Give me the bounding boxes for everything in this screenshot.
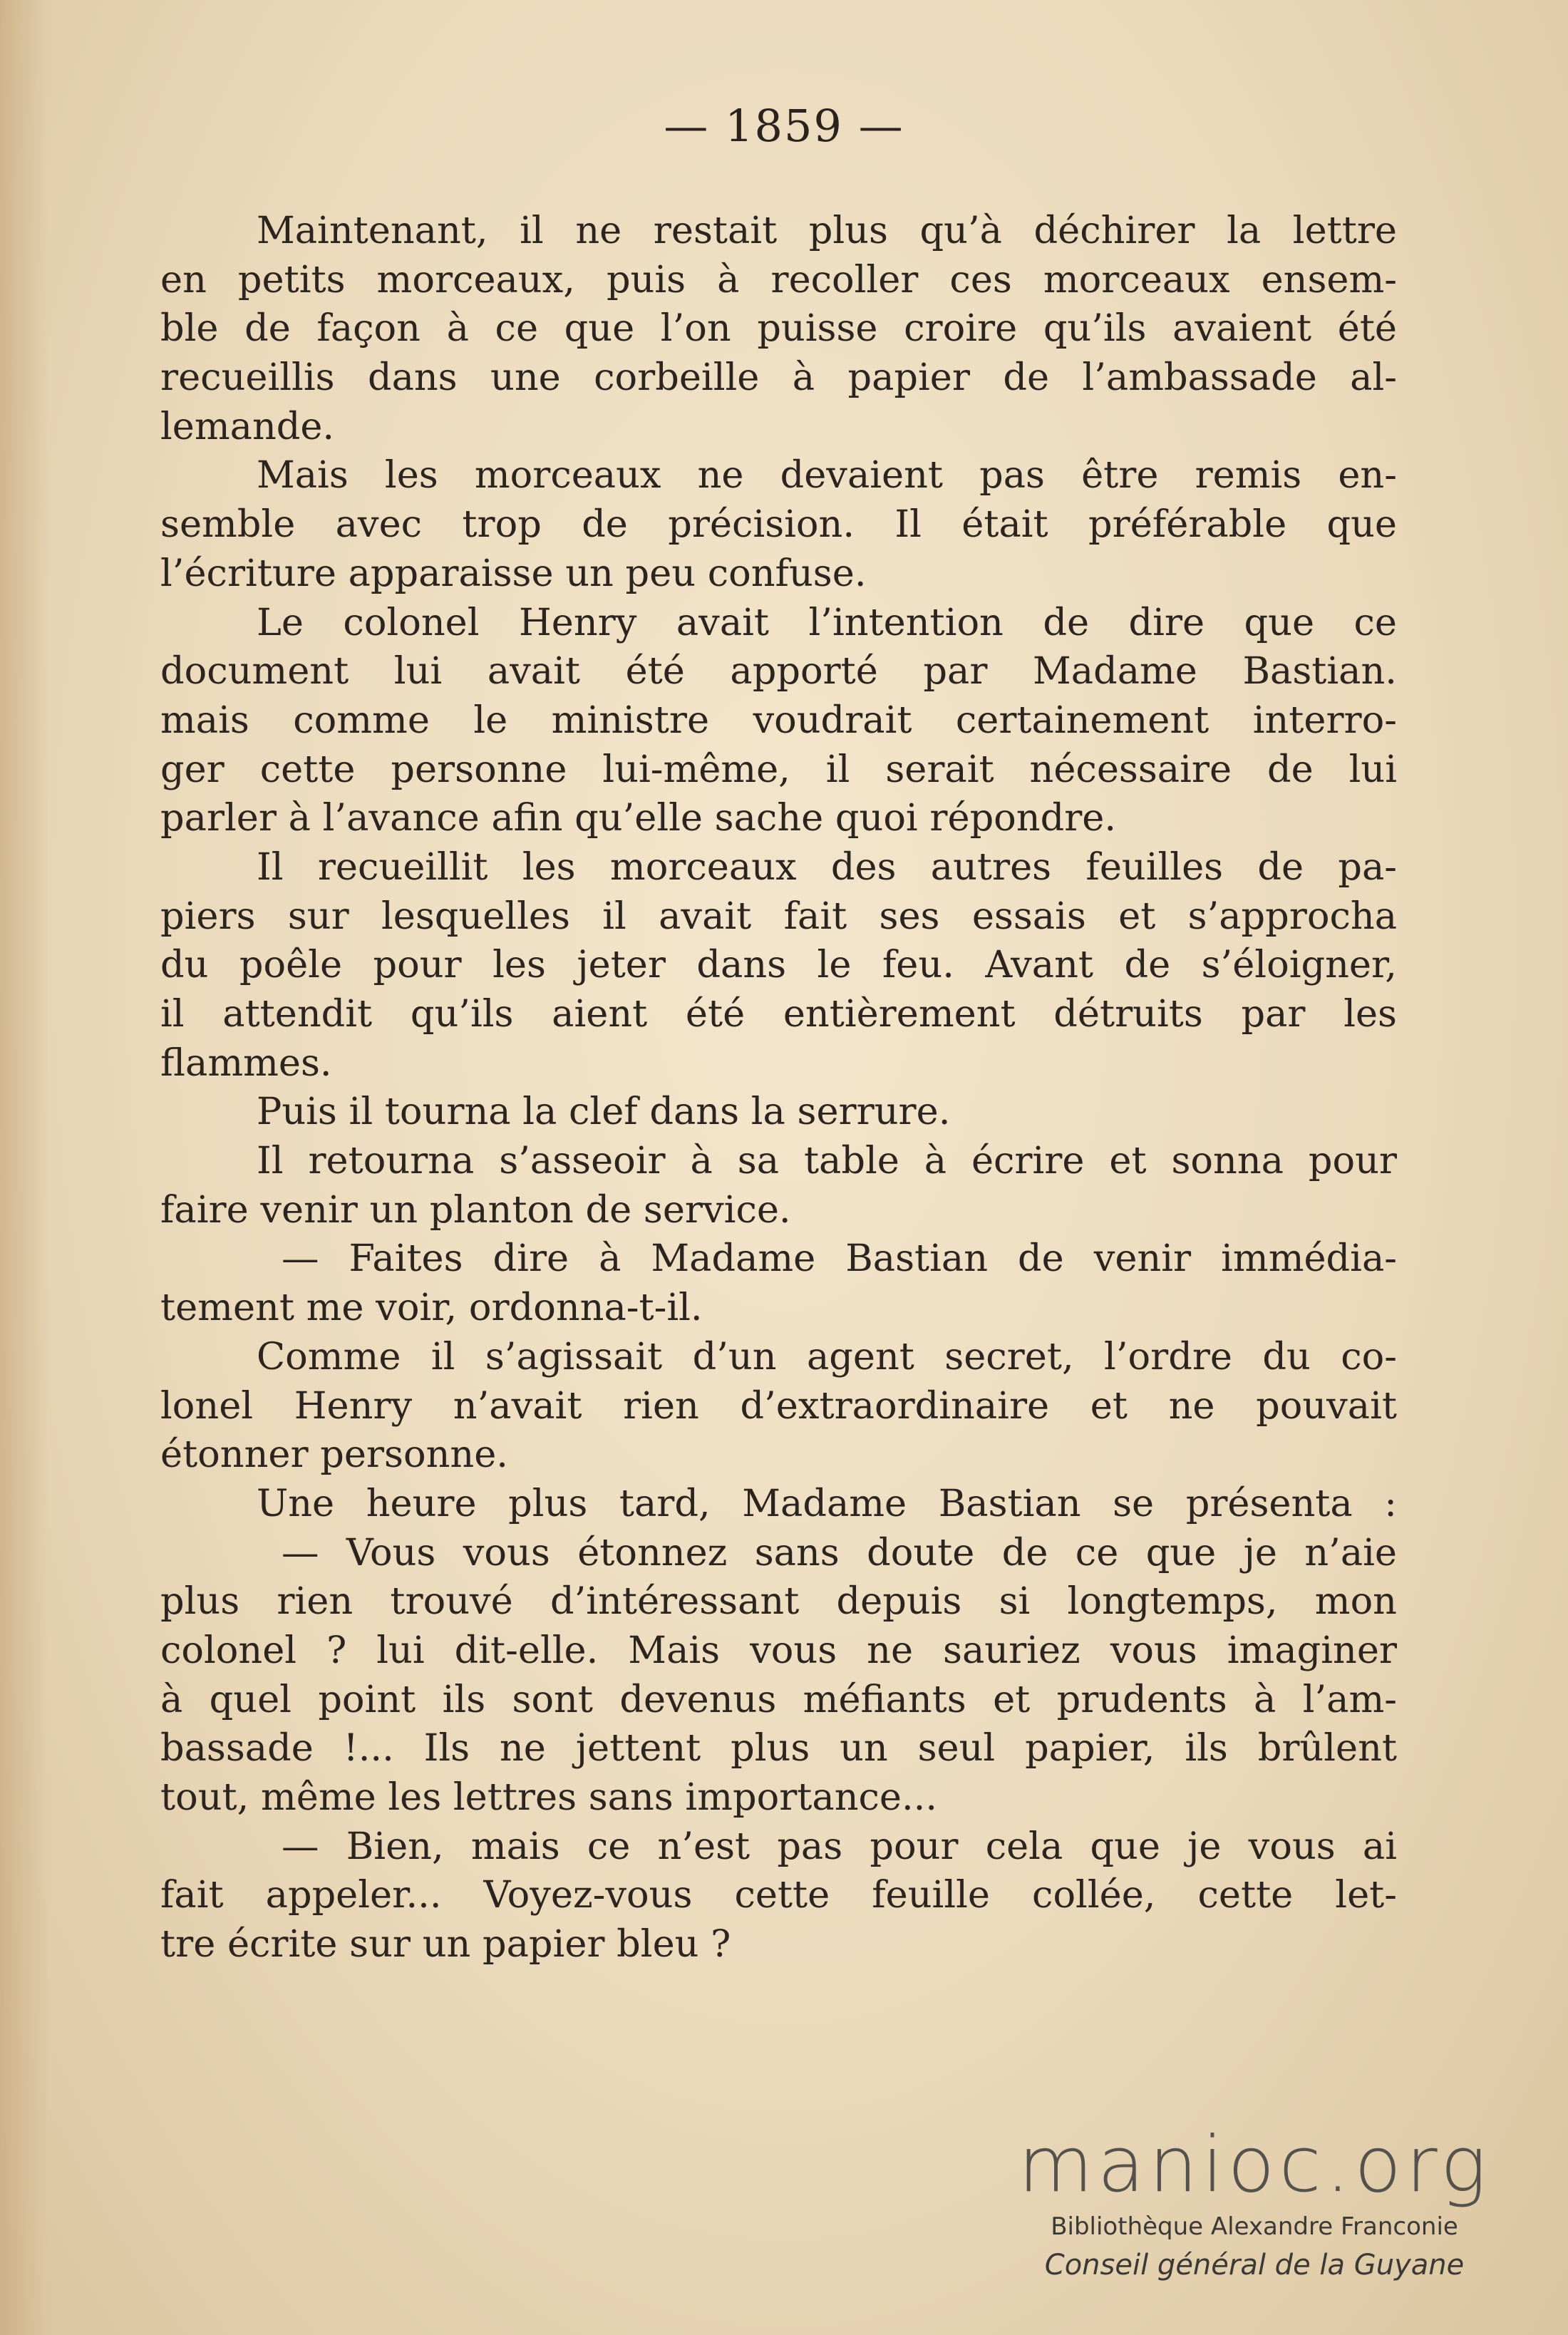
text-line: étonner personne. bbox=[160, 1433, 508, 1477]
text-line: fait appeler... Voyez-vous cette feuille collée, cette let- bbox=[160, 1873, 1397, 1917]
body-text bbox=[160, 207, 1397, 1969]
text-line: Il retourna s’asseoir à sa table à écrire et sonna pour bbox=[257, 1139, 1397, 1183]
watermark bbox=[991, 2120, 1518, 2285]
text-line: plus rien trouvé d’intéressant depuis si longtemps, mon bbox=[160, 1579, 1397, 1624]
text-line: Le colonel Henry avait l’intention de dire que ce bbox=[257, 600, 1397, 644]
text-line: lemande. bbox=[160, 404, 335, 448]
page-number: — 1859 — bbox=[664, 100, 904, 152]
watermark-council: Conseil général de la Guyane bbox=[1044, 2249, 1465, 2282]
text-line: parler à l’avance afin qu’elle sache quoi répondre. bbox=[160, 796, 1117, 840]
text-line: il attendit qu’ils aient été entièrement détruits par les bbox=[160, 992, 1397, 1036]
text-line: lonel Henry n’avait rien d’extraordinaire et ne pouvait bbox=[160, 1383, 1397, 1428]
text-line: — Bien, mais ce n’est pas pour cela que je vous ai bbox=[282, 1824, 1397, 1868]
text-line: flammes. bbox=[160, 1041, 332, 1085]
text-line: faire venir un planton de service. bbox=[160, 1187, 791, 1232]
text-line: à quel point ils sont devenus méfiants et prudents à l’am- bbox=[160, 1677, 1397, 1721]
text-line: ger cette personne lui-même, il serait nécessaire de lui bbox=[160, 747, 1397, 791]
text-line: Il recueillit les morceaux des autres feuilles de pa- bbox=[257, 845, 1397, 889]
text-line: — Vous vous étonnez sans doute de ce que je n’aie bbox=[282, 1530, 1397, 1574]
watermark-library: Bibliothèque Alexandre Franconie bbox=[1051, 2212, 1458, 2241]
text-line: — Faites dire à Madame Bastian de venir immédia- bbox=[282, 1237, 1397, 1281]
text-line: tre écrite sur un papier bleu ? bbox=[160, 1922, 731, 1967]
text-line: Mais les morceaux ne devaient pas être remis en- bbox=[257, 453, 1397, 498]
text-line: du poêle pour les jeter dans le feu. Avant de s’éloigner, bbox=[160, 943, 1397, 987]
text-line: document lui avait été apporté par Madame Bastian. bbox=[160, 649, 1397, 694]
text-line: semble avec trop de précision. Il était préférable que bbox=[160, 502, 1397, 547]
text-line: tement me voir, ordonna-t-il. bbox=[160, 1286, 703, 1330]
text-line: piers sur lesquelles il avait fait ses essais et s’approcha bbox=[160, 894, 1397, 938]
text-line: tout, même les lettres sans importance... bbox=[160, 1775, 938, 1819]
manioc-logo: manioc.org bbox=[1018, 2120, 1491, 2210]
text-line: mais comme le ministre voudrait certainement interro- bbox=[160, 698, 1397, 742]
text-line: Puis il tourna la clef dans la serrure. bbox=[257, 1090, 951, 1134]
text-line: bassade !... Ils ne jettent plus un seul papier, ils brûlent bbox=[160, 1726, 1397, 1770]
text-line: l’écriture apparaisse un peu confuse. bbox=[160, 551, 867, 595]
text-line: en petits morceaux, puis à recoller ces morceaux ensem- bbox=[160, 257, 1397, 301]
text-line: recueillis dans une corbeille à papier de l’ambassade al- bbox=[160, 356, 1397, 400]
text-line: Une heure plus tard, Madame Bastian se présenta : bbox=[257, 1481, 1397, 1525]
text-line: Maintenant, il ne restait plus qu’à déchirer la lettre bbox=[257, 209, 1397, 252]
text-line: Comme il s’agissait d’un agent secret, l’ordre du co- bbox=[257, 1334, 1397, 1378]
text-line: ble de façon à ce que l’on puisse croire qu’ils avaient été bbox=[160, 306, 1397, 351]
text-line: colonel ? lui dit-elle. Mais vous ne sauriez vous imaginer bbox=[160, 1628, 1397, 1672]
page-edge-shadow bbox=[0, 0, 50, 2335]
